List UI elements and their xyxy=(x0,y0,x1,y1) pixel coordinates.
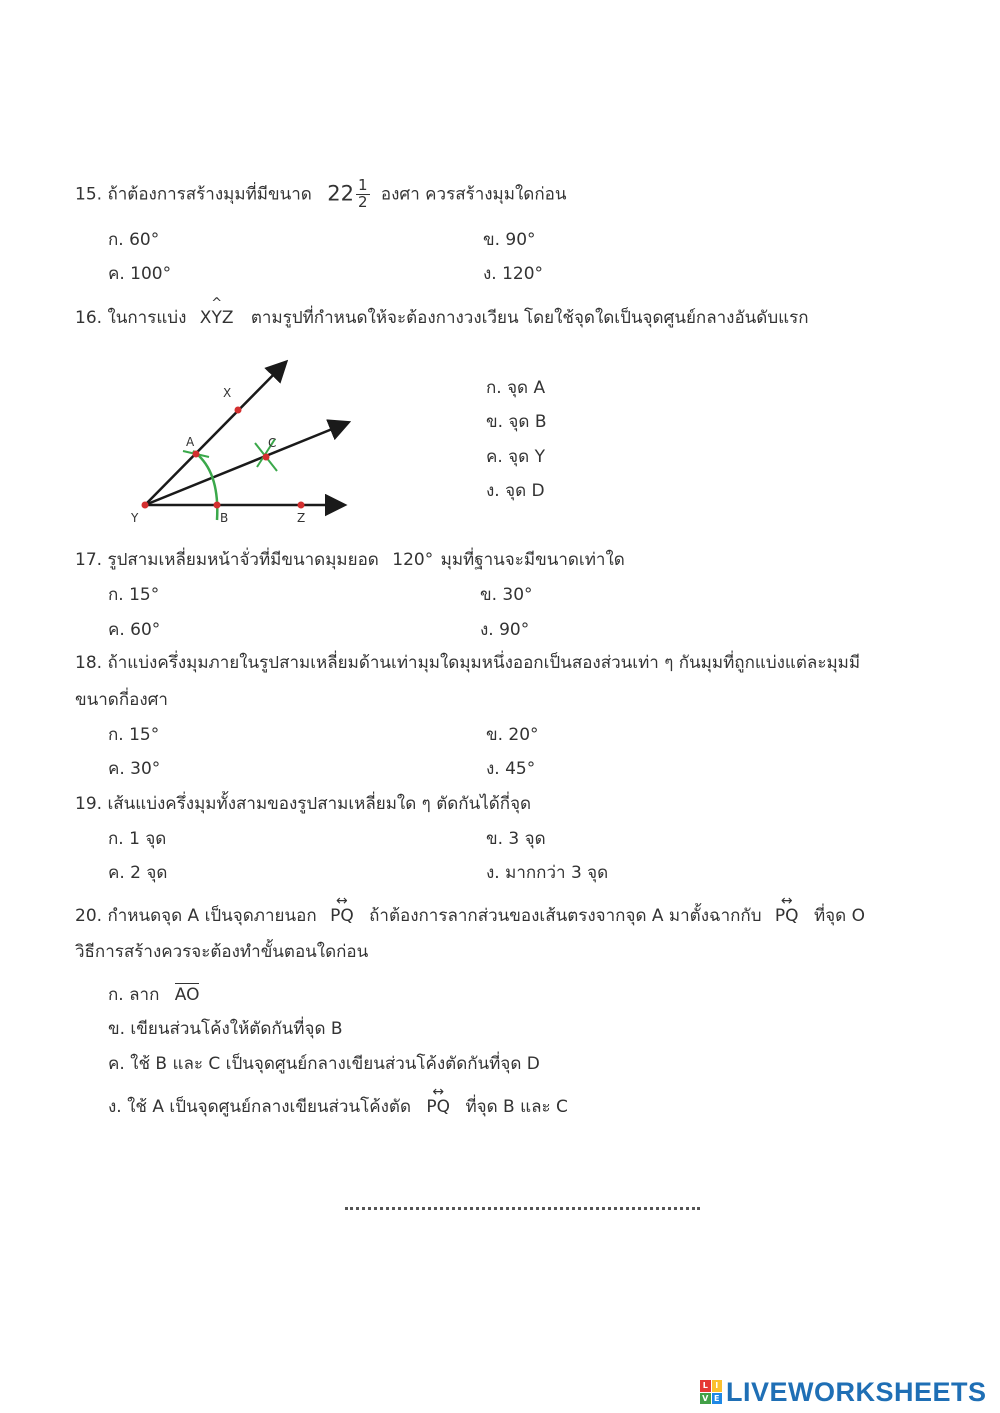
question-18-line-1: 18. ถ้าแบ่งครึ่งมุมภายในรูปสามเหลี่ยมด้านเท่ามุมใดมุมหนึ่งออกเป็นสองส่วนเท่า ๆ กันมุมที่ถูกแบ่งแต่ละมุมมี xyxy=(75,653,861,673)
q16-choice-b[interactable]: ข. จุด B xyxy=(486,412,547,432)
q16-choice-c[interactable]: ค. จุด Y xyxy=(486,447,545,467)
logo-letter-i: I xyxy=(712,1380,723,1392)
logo-letter-v: V xyxy=(700,1393,711,1405)
q20-choice-a[interactable] xyxy=(108,987,199,1004)
fraction-numerator: 1 xyxy=(357,176,368,194)
mixed-number xyxy=(327,176,381,211)
q20-choice-a-text: ก. ลาก xyxy=(108,985,160,1005)
apex-angle: 120° xyxy=(392,550,434,570)
q20-choice-d[interactable] xyxy=(108,1099,568,1116)
q18-choice-a[interactable]: ก. 15° xyxy=(108,725,160,745)
q17-choice-d[interactable]: ง. 90° xyxy=(480,620,530,640)
dotted-divider xyxy=(345,1207,700,1210)
segment-ao: AO xyxy=(174,985,200,1005)
point-a xyxy=(193,451,200,458)
question-20-middle: ถ้าต้องการลากส่วนของเส้นตรงจากจุด A มาตั้งฉากกับ xyxy=(369,906,762,926)
q15-choice-b[interactable]: ข. 90° xyxy=(483,230,536,250)
label-b: B xyxy=(220,511,229,525)
label-y: Y xyxy=(131,511,139,525)
point-y xyxy=(142,502,149,509)
question-15-prefix: 15. ถ้าต้องการสร้างมุมที่มีขนาด xyxy=(75,184,312,205)
mixed-number-whole: 22 xyxy=(327,181,354,206)
compass-arc xyxy=(193,451,217,520)
q20-choice-d-suffix: ที่จุด B และ C xyxy=(465,1097,568,1117)
q16-choice-a[interactable]: ก. จุด A xyxy=(486,378,546,398)
question-20-end: ที่จุด O xyxy=(813,906,865,926)
question-20-line-2: วิธีการสร้างควรจะต้องทำขั้นตอนใดก่อน xyxy=(75,942,369,962)
point-b xyxy=(214,502,221,509)
line-pq-3: ↔ PQ xyxy=(426,1099,450,1116)
fraction-denominator: 2 xyxy=(357,192,368,211)
logo-letter-l: L xyxy=(700,1380,711,1392)
q19-choice-b[interactable]: ข. 3 จุด xyxy=(486,829,546,849)
q19-choice-c[interactable]: ค. 2 จุด xyxy=(108,863,168,883)
label-a: A xyxy=(186,435,195,449)
q20-choice-b[interactable]: ข. เขียนส่วนโค้งให้ตัดกันที่จุด B xyxy=(108,1019,343,1039)
q15-choice-d[interactable]: ง. 120° xyxy=(483,264,544,284)
q16-choice-d[interactable]: ง. จุด D xyxy=(486,481,545,501)
question-17-prefix: 17. รูปสามเหลี่ยมหน้าจั่วที่มีขนาดมุมยอด xyxy=(75,550,379,570)
label-z: Z xyxy=(297,511,306,525)
point-c xyxy=(263,454,270,461)
question-16 xyxy=(75,310,809,327)
liveworksheets-logo-icon xyxy=(700,1380,722,1404)
question-15-suffix: องศา ควรสร้างมุมใดก่อน xyxy=(380,184,567,205)
question-15 xyxy=(75,178,566,211)
logo-letter-e: E xyxy=(712,1393,723,1405)
brand-text: LIVEWORKSHEETS xyxy=(726,1376,987,1407)
q20-choice-d-prefix: ง. ใช้ A เป็นจุดศูนย์กลางเขียนส่วนโค้งตัด xyxy=(108,1097,411,1117)
q17-choice-b[interactable]: ข. 30° xyxy=(480,585,533,605)
question-17-suffix: มุมที่ฐานจะมีขนาดเท่าใด xyxy=(440,550,625,570)
point-z xyxy=(298,502,305,509)
question-18-line-2: ขนาดกี่องศา xyxy=(75,690,168,710)
liveworksheets-brand[interactable] xyxy=(700,1378,987,1406)
line-pq: ↔ PQ xyxy=(330,908,354,925)
angle-bisector-figure xyxy=(125,355,365,535)
q17-choice-a[interactable]: ก. 15° xyxy=(108,585,160,605)
label-x: X xyxy=(223,386,232,400)
q17-choice-c[interactable]: ค. 60° xyxy=(108,620,161,640)
q15-choice-a[interactable]: ก. 60° xyxy=(108,230,160,250)
q15-choice-c[interactable]: ค. 100° xyxy=(108,264,172,284)
question-20-line-1 xyxy=(75,908,865,925)
q19-choice-a[interactable]: ก. 1 จุด xyxy=(108,829,167,849)
q19-choice-d[interactable]: ง. มากกว่า 3 จุด xyxy=(486,863,609,883)
q18-choice-d[interactable]: ง. 45° xyxy=(486,759,536,779)
q18-choice-b[interactable]: ข. 20° xyxy=(486,725,539,745)
q20-choice-c[interactable]: ค. ใช้ B และ C เป็นจุดศูนย์กลางเขียนส่วนโค้งตัดกันที่จุด D xyxy=(108,1054,540,1074)
line-pq-2: ↔ PQ xyxy=(775,908,799,925)
angle-xyz: ^ XYZ xyxy=(200,310,234,327)
q18-choice-c[interactable]: ค. 30° xyxy=(108,759,161,779)
question-19: 19. เส้นแบ่งครึ่งมุมทั้งสามของรูปสามเหลี่ยมใด ๆ ตัดกันได้กี่จุด xyxy=(75,794,532,814)
fraction xyxy=(356,178,370,211)
label-c: C xyxy=(268,436,277,450)
question-16-prefix: 16. ในการแบ่ง xyxy=(75,308,187,328)
ray-yc xyxy=(145,423,347,505)
point-x xyxy=(235,407,242,414)
question-16-suffix: ตามรูปที่กำหนดให้จะต้องกางวงเวียน โดยใช้จุดใดเป็นจุดศูนย์กลางอันดับแรก xyxy=(250,308,809,328)
question-17 xyxy=(75,552,625,569)
question-20-prefix: 20. กำหนดจุด A เป็นจุดภายนอก xyxy=(75,906,317,926)
